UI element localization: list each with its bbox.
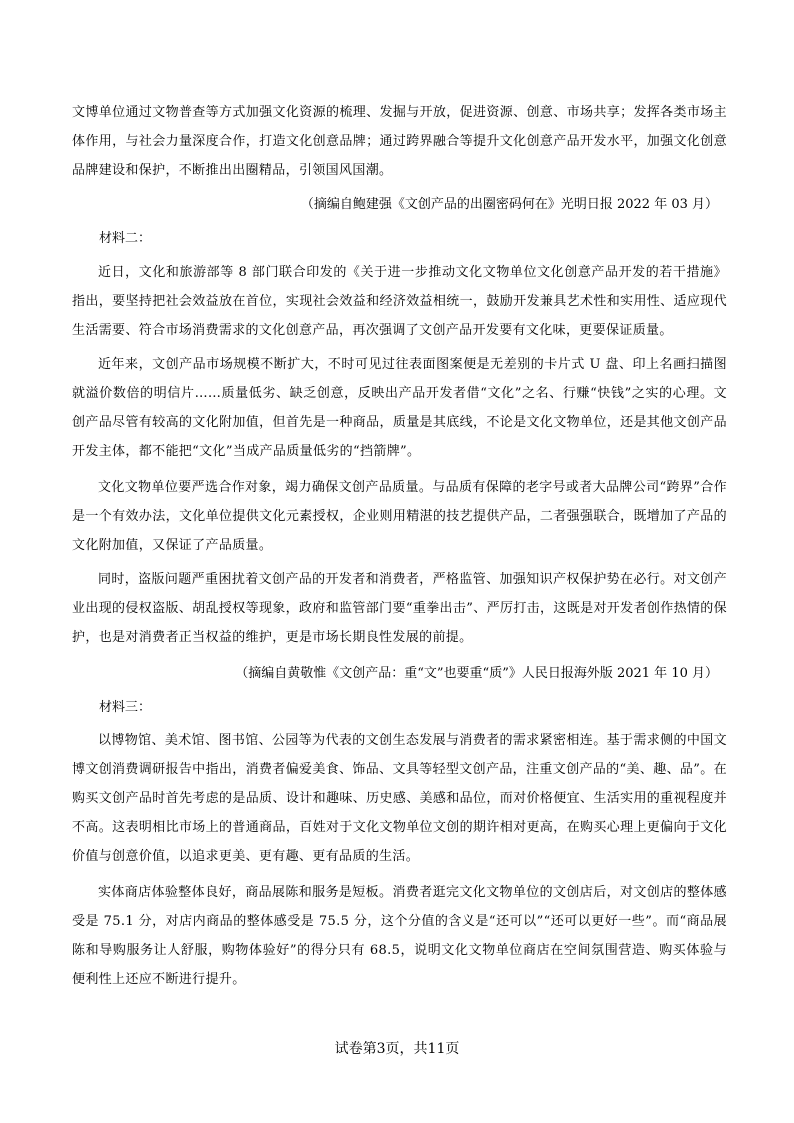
material-2-paragraph-2: 近年来，文创产品市场规模不断扩大，不时可见过往表面图案便是无差别的卡片式 U 盘、印上名画扫描图就溢价数倍的明信片……质量低劣、缺乏创意，反映出产品开发者借“文化”之名、行赚“快钱”之实的心理。文创产品尽管有较高的文化附加值，但首先是一种商品，质量是其底线，不论是文化文物单位，还是其他文创产品开发主体，都不能把“文化”当成产品质量低劣的“挡箭牌”。 bbox=[72, 357, 727, 459]
source-citation-1: （摘编自鲍建强《文创产品的出圈密码何在》光明日报 2022 年 03 月） bbox=[300, 197, 718, 212]
material-3-paragraph-1: 以博物馆、美术馆、图书馆、公园等为代表的文创生态发展与消费者的需求紧密相连。基于需求侧的中国文博文创消费调研报告中指出，消费者偏爱美食、饰品、文具等轻型文创产品，注重文创产品的“美、趣、品”。在购买文创产品时首先考虑的是品质、设计和趣味、历史感、美感和品位，而对价格便宜、生活实用的重视程度并不高。这表明相比市场上的普通商品，百姓对于文化文物单位文创的期许相对更高，在购买心理上更偏向于文化价值与创意价值，以追求更美、更有趣、更有品质的生活。 bbox=[72, 733, 727, 864]
source-citation-2: （摘编自黄敬惟《文创产品：重“文”也要重“质”》人民日报海外版 2021 年 10 月） bbox=[235, 666, 718, 681]
material-3-heading: 材料三： bbox=[99, 700, 152, 715]
page-number-footer: 试卷第3页，共11页 bbox=[334, 1041, 460, 1057]
material-2-paragraph-1: 近日，文化和旅游部等 8 部门联合印发的《关于进一步推动文化文物单位文化创意产品开发的若干措施》指出，要坚持把社会效益放在首位，实现社会效益和经济效益相统一，鼓励开发兼具艺术性和实用性、适应现代生活需要、符合市场消费需求的文化创意产品，再次强调了文创产品开发要有文化味，更要保证质量。 bbox=[72, 265, 727, 338]
material-2-paragraph-3: 文化文物单位要严选合作对象，竭力确保文创产品质量。与品质有保障的老字号或者大品牌公司“跨界”合作是一个有效办法，文化单位提供文化元素授权，企业则用精湛的技艺提供产品，二者强强联合，既增加了产品的文化附加值，又保证了产品质量。 bbox=[72, 480, 727, 553]
intro-paragraph: 文博单位通过文物普查等方式加强文化资源的梳理、发掘与开放，促进资源、创意、市场共享；发挥各类市场主体作用，与社会力量深度合作，打造文化创意品牌；通过跨界融合等提升文化创意产品开发水平，加强文化创意品牌建设和保护，不断推出出圈精品，引领国风国潮。 bbox=[72, 105, 727, 178]
material-3-paragraph-2: 实体商店体验整体良好，商品展陈和服务是短板。消费者逛完文化文物单位的文创店后，对文创店的整体感受是 75.1 分，对店内商品的整体感受是 75.5 分，这个分值的含义是“还可以”“还可以更好一些”。而“商品展陈和导购服务让人舒服，购物体验好”的得分只有 68.5，说明文化文物单位商店在空间氛围营造、购买体验与便利性上还应不断进行提升。 bbox=[72, 885, 727, 987]
material-2-paragraph-4: 同时，盗版问题严重困扰着文创产品的开发者和消费者，严格监管、加强知识产权保护势在必行。对文创产业出现的侵权盗版、胡乱授权等现象，政府和监管部门要“重拳出击”、严厉打击，这既是对开发者创作热情的保护，也是对消费者正当权益的维护，更是市场长期良性发展的前提。 bbox=[72, 572, 727, 645]
material-2-heading: 材料二： bbox=[99, 231, 152, 246]
